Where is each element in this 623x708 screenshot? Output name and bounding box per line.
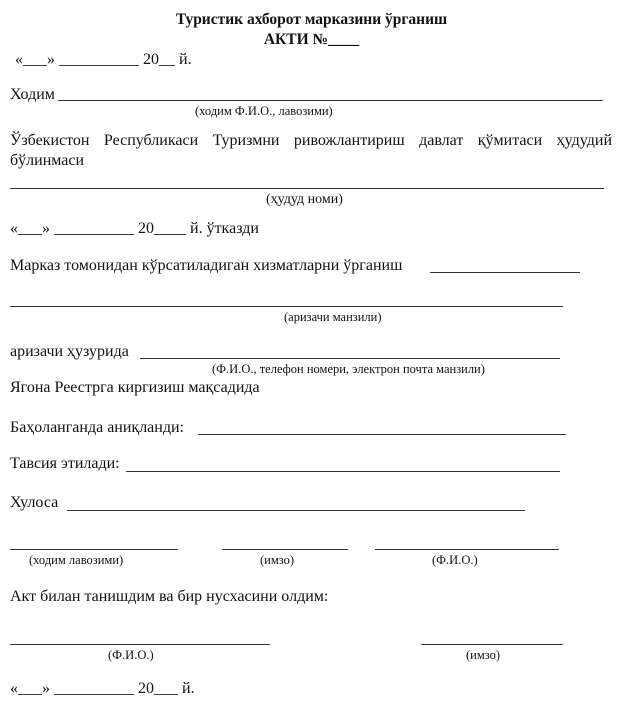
services-field[interactable] — [430, 272, 580, 273]
signature-field[interactable] — [222, 549, 348, 550]
date-top: «___» __________ 20__ й. — [15, 51, 192, 68]
applicant-field[interactable] — [140, 358, 560, 359]
applicant-label: аризачи ҳузурида — [10, 343, 129, 360]
organization-line1: Ўзбекистон Республикаси Туризмни ривожлантириш давлат қўмитаси ҳудудий — [10, 132, 612, 149]
recipient-name-caption: (Ф.И.О.) — [108, 648, 154, 662]
recipient-name-field[interactable] — [10, 644, 270, 645]
applicant-address-caption: (аризачи манзили) — [284, 310, 382, 324]
region-field[interactable] — [10, 188, 604, 189]
date-bottom: «___» __________ 20___ й. — [10, 680, 195, 697]
position-signature-field[interactable] — [10, 549, 178, 550]
region-caption: (ҳудуд номи) — [266, 192, 343, 207]
signature-caption: (имзо) — [260, 553, 295, 567]
findings-field[interactable] — [198, 434, 566, 435]
employee-caption: (ходим Ф.И.О., лавозими) — [195, 104, 333, 118]
document-title: Туристик ахборот марказини ўрганиш — [175, 11, 448, 28]
applicant-caption: (Ф.И.О., телефон номери, электрон почта манзили) — [212, 362, 485, 376]
findings-label: Баҳоланганда аниқланди: — [10, 419, 184, 436]
purpose-text: Ягона Реестрга киргизиш мақсадида — [10, 379, 260, 396]
position-caption: (ходим лавозими) — [29, 553, 124, 567]
name-signature-field[interactable] — [375, 549, 559, 550]
recommended-field[interactable] — [126, 471, 560, 472]
applicant-address-field[interactable] — [10, 306, 563, 307]
act-number: АКТИ №____ — [263, 31, 360, 48]
conclusion-label: Хулоса — [10, 494, 59, 511]
employee-label: Ходим — [10, 86, 55, 103]
date-conducted: «___» __________ 20____ й. ўтказди — [10, 220, 259, 237]
employee-field[interactable] — [58, 100, 603, 101]
acknowledgement-text: Акт билан танишдим ва бир нусхасини олдим: — [10, 588, 329, 605]
services-label: Марказ томонидан кўрсатиладиган хизматларни ўрганиш — [10, 257, 403, 274]
recommended-label: Тавсия этилади: — [10, 455, 120, 472]
name-caption: (Ф.И.О.) — [432, 553, 478, 567]
recipient-signature-field[interactable] — [421, 644, 563, 645]
organization-line2: бўлинмаси — [10, 152, 85, 169]
conclusion-field[interactable] — [67, 510, 525, 511]
recipient-signature-caption: (имзо) — [466, 648, 501, 662]
